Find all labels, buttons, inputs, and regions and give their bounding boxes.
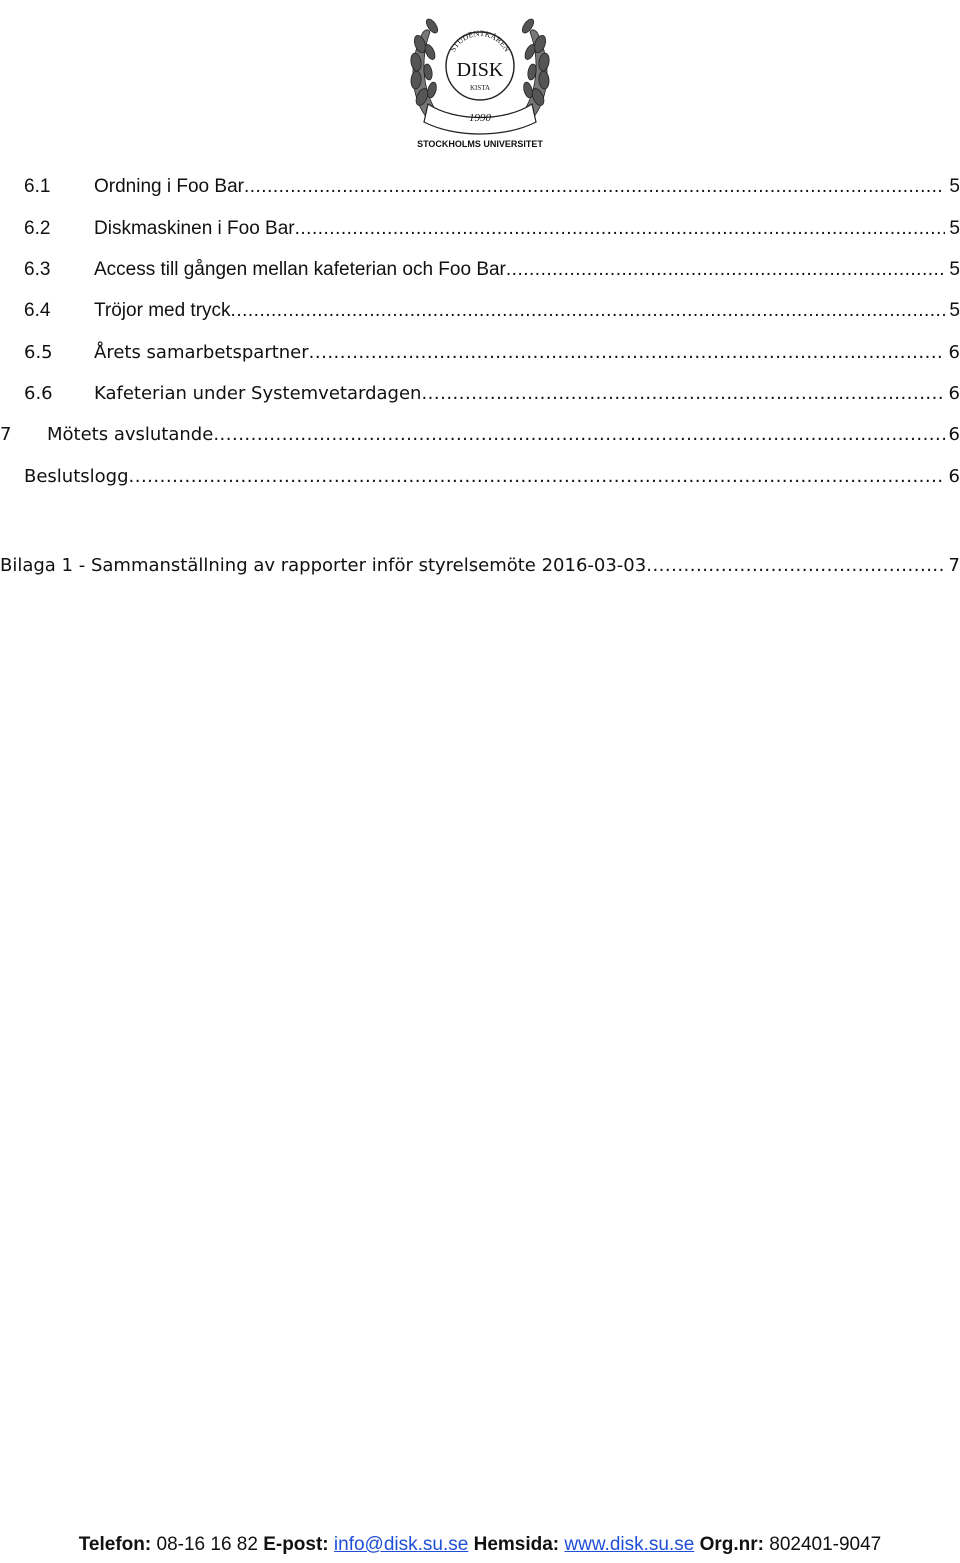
toc-entry-6-5[interactable] [24, 340, 960, 366]
disk-logo [400, 4, 560, 152]
toc-leader [295, 216, 946, 242]
toc-number: 6.1 [24, 176, 51, 197]
toc-title: Bilaga 1 - Sammanställning av rapporter inför styrelsemöte 2016-03-03 [0, 555, 647, 576]
toc-number: 6.6 [24, 383, 53, 404]
toc-number: 6.3 [24, 259, 51, 280]
toc-leader [309, 340, 945, 366]
toc-entry-6-3[interactable] [24, 257, 960, 283]
footer-phone-label: Telefon: [78, 1534, 152, 1555]
toc-entry-6-4[interactable] [24, 298, 960, 324]
toc-page: 7 [948, 555, 960, 576]
toc-entry-6-1[interactable] [24, 174, 960, 200]
logo-university: STOCKHOLMS UNIVERSITET [417, 139, 543, 149]
toc-leader [213, 422, 944, 448]
toc-title: Diskmaskinen i Foo Bar [94, 218, 295, 239]
logo-name: DISK [456, 59, 504, 81]
footer-web-label: Hemsida: [473, 1534, 560, 1555]
toc-entry-6-6[interactable] [24, 381, 960, 407]
toc-page: 6 [948, 466, 960, 487]
toc-page: 5 [949, 218, 960, 239]
footer-contact [0, 1532, 960, 1558]
footer-org: 802401-9047 [769, 1534, 882, 1555]
toc-entry-bilaga-1[interactable] [0, 553, 960, 579]
logo-year: 1990 [469, 112, 491, 124]
footer-email-label: E-post: [263, 1534, 329, 1555]
toc-title: Tröjor med tryck [94, 300, 231, 321]
toc-entry-6-2[interactable] [24, 216, 960, 242]
toc-page: 5 [949, 300, 960, 321]
wreath-left-icon [410, 17, 440, 122]
footer-org-label: Org.nr: [699, 1534, 764, 1555]
toc-number: 6.5 [24, 342, 53, 363]
toc-page: 5 [949, 176, 960, 197]
footer-phone: 08-16 16 82 [156, 1534, 258, 1555]
toc-number: 7 [0, 424, 12, 445]
logo-arc-text: STUDENTKÅREN [448, 28, 512, 54]
footer-web-link[interactable]: www.disk.su.se [564, 1534, 695, 1555]
toc-number: 6.2 [24, 218, 51, 239]
toc-entry-beslutslogg[interactable] [24, 464, 960, 490]
footer-email-link[interactable]: info@disk.su.se [333, 1534, 469, 1555]
toc-number: 6.4 [24, 300, 51, 321]
toc-page: 6 [948, 424, 960, 445]
toc-page: 6 [948, 342, 960, 363]
toc-title: Mötets avslutande [47, 424, 214, 445]
toc-leader [646, 553, 944, 579]
toc-page: 6 [948, 383, 960, 404]
toc-title: Ordning i Foo Bar [94, 176, 244, 197]
wreath-right-icon [520, 17, 550, 122]
logo-location: KISTA [469, 84, 491, 92]
toc-title: Beslutslogg [24, 466, 129, 487]
toc-title: Access till gången mellan kafeterian och Foo Bar [94, 259, 506, 280]
toc-leader [421, 381, 944, 407]
toc-title: Årets samarbetspartner [94, 342, 309, 363]
toc-leader [244, 174, 945, 200]
toc-leader [129, 464, 945, 490]
toc-leader [231, 298, 946, 324]
toc-leader [506, 257, 946, 283]
toc-page: 5 [949, 259, 960, 280]
toc-title: Kafeterian under Systemvetardagen [94, 383, 422, 404]
toc-entry-7[interactable] [0, 422, 960, 448]
